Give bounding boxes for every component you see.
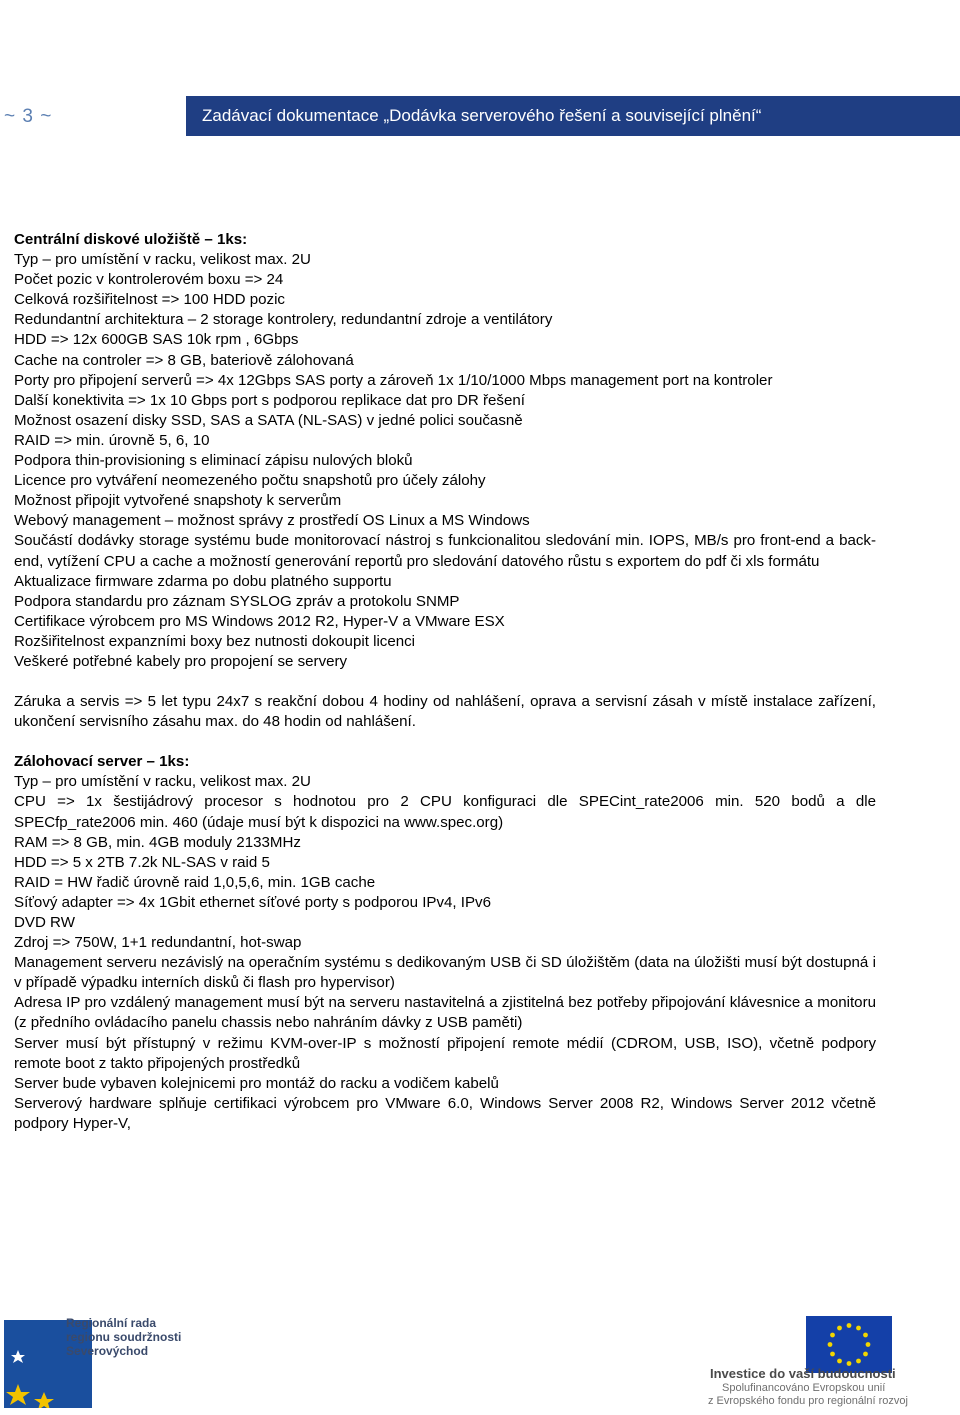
backup-spec-line: DVD RW [14, 914, 75, 931]
storage-spec-line: Aktualizace firmware zdarma po dobu platného supportu [14, 572, 392, 590]
backup-spec-line: Typ – pro umístění v racku, velikost max. 2U [14, 773, 311, 791]
storage-spec-line: Možnost připojit vytvořené snapshoty k serverům [14, 492, 342, 510]
storage-spec-line: Celková rozšiřitelnost => 100 HDD pozic [14, 291, 285, 309]
page-number: ~ 3 ~ [4, 106, 53, 127]
storage-spec-line: RAID => min. úrovně 5, 6, 10 [14, 431, 210, 449]
eu-slogan: Investice do vaší budoucnosti [710, 1366, 896, 1381]
storage-spec-line: Cache na controler => 8 GB, bateriově zálohovaná [14, 351, 354, 369]
document-title-bar [186, 96, 960, 136]
eu-star-icon [856, 1359, 861, 1364]
storage-spec-line: Webový management – možnost správy z prostředí OS Linux a MS Windows [14, 512, 530, 530]
eu-star-icon [828, 1342, 833, 1347]
eu-funding-note [700, 1382, 960, 1408]
eu-star-icon [863, 1333, 868, 1338]
eu-star-icon [837, 1326, 842, 1331]
backup-spec-line: RAM => 8 GB, min. 4GB moduly 2133MHz [14, 833, 301, 851]
backup-server-spec-list [14, 772, 876, 1134]
storage-spec-line: Součástí dodávky storage systému bude monitorovací nástroj s funkcionalitou sledování min. IOPS, MB/s pro front-end a back-end, vytížení CPU a cache a možností generování reportů pro sledování datového růstu s exportem do pdf či xls formátu [14, 532, 876, 570]
storage-warranty: Záruka a servis => 5 let typu 24x7 s reakční dobou 4 hodiny od nahlášení, oprava a servisní zásah v místě instalace zařízení, ukončení servisního zásahu max. do 48 hodin od nahlášení. [14, 693, 876, 731]
storage-spec-line: Možnost osazení disky SSD, SAS a SATA (NL-SAS) v jedné polici současně [14, 411, 523, 429]
logo-line-2: regionu soudržnosti [66, 1330, 182, 1344]
eu-star-icon [847, 1323, 852, 1328]
logo-line-1: Regionální rada [66, 1316, 157, 1330]
backup-spec-line: Server bude vybaven kolejnicemi pro montáž do racku a vodičem kabelů [14, 1074, 499, 1092]
eu-star-icon [830, 1333, 835, 1338]
backup-spec-line: HDD => 5 x 2TB 7.2k NL-SAS v raid 5 [14, 853, 270, 871]
backup-spec-line: RAID = HW řadič úrovně raid 1,0,5,6, min. 1GB cache [14, 873, 376, 891]
eu-star-icon [830, 1352, 835, 1357]
storage-spec-list [14, 250, 876, 672]
backup-server-heading: Zálohovací server – 1ks: [14, 753, 190, 771]
backup-spec-line: Serverový hardware splňuje certifikaci výrobcem pro VMware 6.0, Windows Server 2008 R2, Windows Server 2012 včetně podpory Hyper-V, [14, 1094, 876, 1132]
backup-spec-line: Zdroj => 750W, 1+1 redundantní, hot-swap [14, 934, 302, 952]
regional-council-logo [4, 1316, 184, 1410]
storage-spec-line: Počet pozic v kontrolerovém boxu => 24 [14, 271, 284, 289]
storage-spec-line: Porty pro připojení serverů => 4x 12Gbps SAS porty a zároveň 1x 1/10/1000 Mbps management port na kontroler [14, 371, 773, 389]
funding-line-1: Spolufinancováno Evropskou unií [722, 1382, 886, 1394]
eu-star-icon [856, 1326, 861, 1331]
funding-line-2: z Evropského fondu pro regionální rozvoj [708, 1395, 908, 1407]
storage-spec-line: Podpora standardu pro záznam SYSLOG zpráv a protokolu SNMP [14, 592, 460, 610]
eu-star-icon [866, 1342, 871, 1347]
backup-spec-line: Server musí být přístupný v režimu KVM-over-IP s možností připojení remote médií (CDROM, USB, ISO), včetně podpory remote boot z takto připojených prostředků [14, 1034, 876, 1072]
document-body [14, 230, 876, 1134]
storage-heading: Centrální diskové uložiště – 1ks: [14, 231, 248, 248]
storage-spec-line: Podpora thin-provisioning s eliminací zápisu nulových bloků [14, 452, 413, 470]
regional-council-text [66, 1316, 181, 1358]
storage-spec-line: Rozšiřitelnost expanzními boxy bez nutnosti dokoupit licenci [14, 632, 416, 650]
storage-spec-line: Typ – pro umístění v racku, velikost max. 2U [14, 251, 311, 269]
backup-spec-line: Síťový adapter => 4x 1Gbit ethernet síťové porty s podporou IPv4, IPv6 [14, 893, 491, 911]
storage-spec-line: Licence pro vytváření neomezeného počtu snapshotů pro účely zálohy [14, 472, 486, 490]
eu-star-icon [863, 1352, 868, 1357]
storage-spec-line: Další konektivita => 1x 10 Gbps port s podporou replikace dat pro DR řešení [14, 391, 525, 409]
storage-spec-line: Redundantní architektura – 2 storage kontrolery, redundantní zdroje a ventilátory [14, 311, 553, 329]
eu-flag-icon [806, 1316, 892, 1373]
eu-star-icon [837, 1359, 842, 1364]
document-title: Zadávací dokumentace „Dodávka serverového řešení a související plnění“ [202, 106, 762, 125]
backup-spec-line: CPU => 1x šestijádrový procesor s hodnotou pro 2 CPU konfiguraci dle SPECint_rate2006 min. 520 bodů a dle SPECfp_rate2006 min. 460 (údaje musí být k dispozici na www.spec.org) [14, 793, 876, 831]
storage-spec-line: HDD => 12x 600GB SAS 10k rpm , 6Gbps [14, 331, 299, 349]
logo-line-3: Severovýchod [66, 1344, 149, 1358]
eu-investment-logo [700, 1316, 960, 1412]
backup-spec-line: Adresa IP pro vzdálený management musí být na serveru nastavitelná a zjistitelná bez potřeby připojování klávesnice a monitoru (z předního ovládacího panelu chassis nebo nahráním dávky z USB paměti) [14, 994, 876, 1032]
backup-spec-line: Management serveru nezávislý na operačním systému s dedikovaným USB či SD úložištěm (data na úložišti musí být dostupná i v případě výpadku interních disků či flash pro hypervisor) [14, 954, 876, 992]
storage-spec-line: Veškeré potřebné kabely pro propojení se servery [14, 652, 348, 670]
storage-spec-line: Certifikace výrobcem pro MS Windows 2012 R2, Hyper-V a VMware ESX [14, 612, 505, 630]
